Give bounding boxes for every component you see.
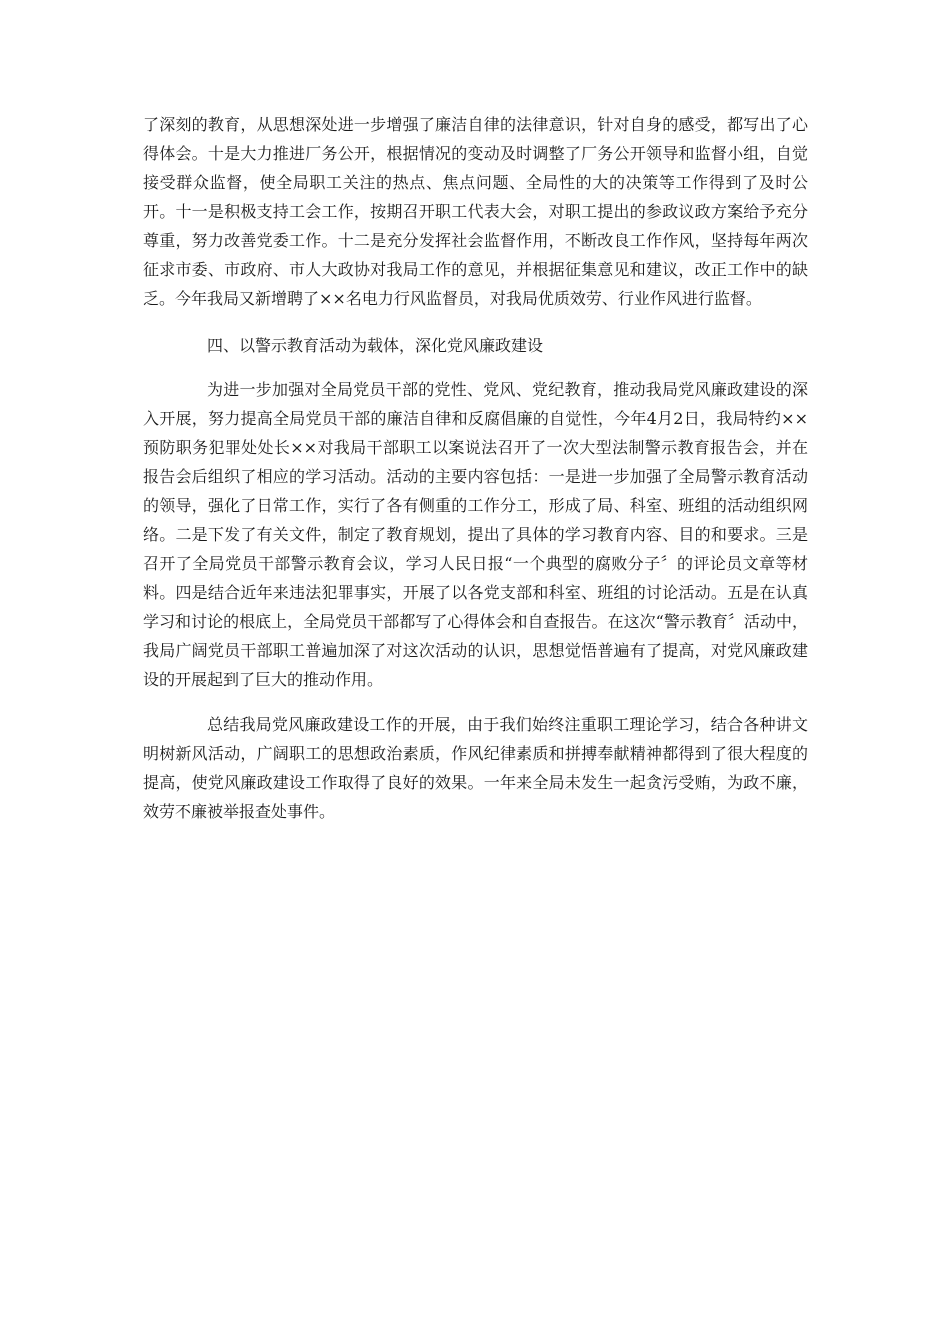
paragraph-continued: 了深刻的教育，从思想深处进一步增强了廉洁自律的法律意识，针对自身的感受，都写出了心得体会。十是大力推进厂务公开，根据情况的变动及时调整了厂务公开领导和监督小组，自觉接受群众监督，使全局职工关注的热点、焦点问题、全局性的大的决策等工作得到了及时公开。十一是积极支持工会工作，按期召开职工代表大会，对职工提出的参政议政方案给予充分尊重，努力改善党委工作。十二是充分发挥社会监督作用，不断改良工作作风，坚持每年两次征求市委、市政府、市人大政协对我局工作的意见，并根据征集意见和建议，改正工作中的缺乏。今年我局又新增聘了××名电力行风监督员，对我局优质效劳、行业作风进行监督。	[143, 115, 808, 308]
paragraph-warning-education: 为进一步加强对全局党员干部的党性、党风、党纪教育，推动我局党风廉政建设的深入开展，努力提高全局党员干部的廉洁自律和反腐倡廉的自觉性，今年4月2日，我局特约××预防职务犯罪处处长××对我局干部职工以案说法召开了一次大型法制警示教育报告会，并在报告会后组织了相应的学习活动。活动的主要内容包括：一是进一步加强了全局警示教育活动的领导，强化了日常工作，实行了各有侧重的工作分工，形成了局、科室、班组的活动组织网络。二是下发了有关文件，制定了教育规划，提出了具体的学习教育内容、目的和要求。三是召开了全局党员干部警示教育会议，学习人民日报“一个典型的腐败分子〞的评论员文章等材料。四是结合近年来违法犯罪事实，开展了以各党支部和科室、班组的讨论活动。五是在认真学习和讨论的根底上，全局党员干部都写了心得体会和自查报告。在这次“警示教育〞活动中，我局广阔党员干部职工普遍加深了对这次活动的认识，思想觉悟普遍有了提高，对党风廉政建设的开展起到了巨大的推动作用。	[143, 380, 808, 689]
paragraph-summary: 总结我局党风廉政建设工作的开展，由于我们始终注重职工理论学习，结合各种讲文明树新风活动，广阔职工的思想政治素质，作风纪律素质和拼搏奉献精神都得到了很大程度的提高，使党风廉政建设工作取得了良好的效果。一年来全局未发生一起贪污受贿，为政不廉，效劳不廉被举报查处事件。	[143, 715, 808, 821]
section-heading: 四、以警示教育活动为载体，深化党风廉政建设	[207, 336, 544, 355]
document-page	[143, 110, 808, 826]
